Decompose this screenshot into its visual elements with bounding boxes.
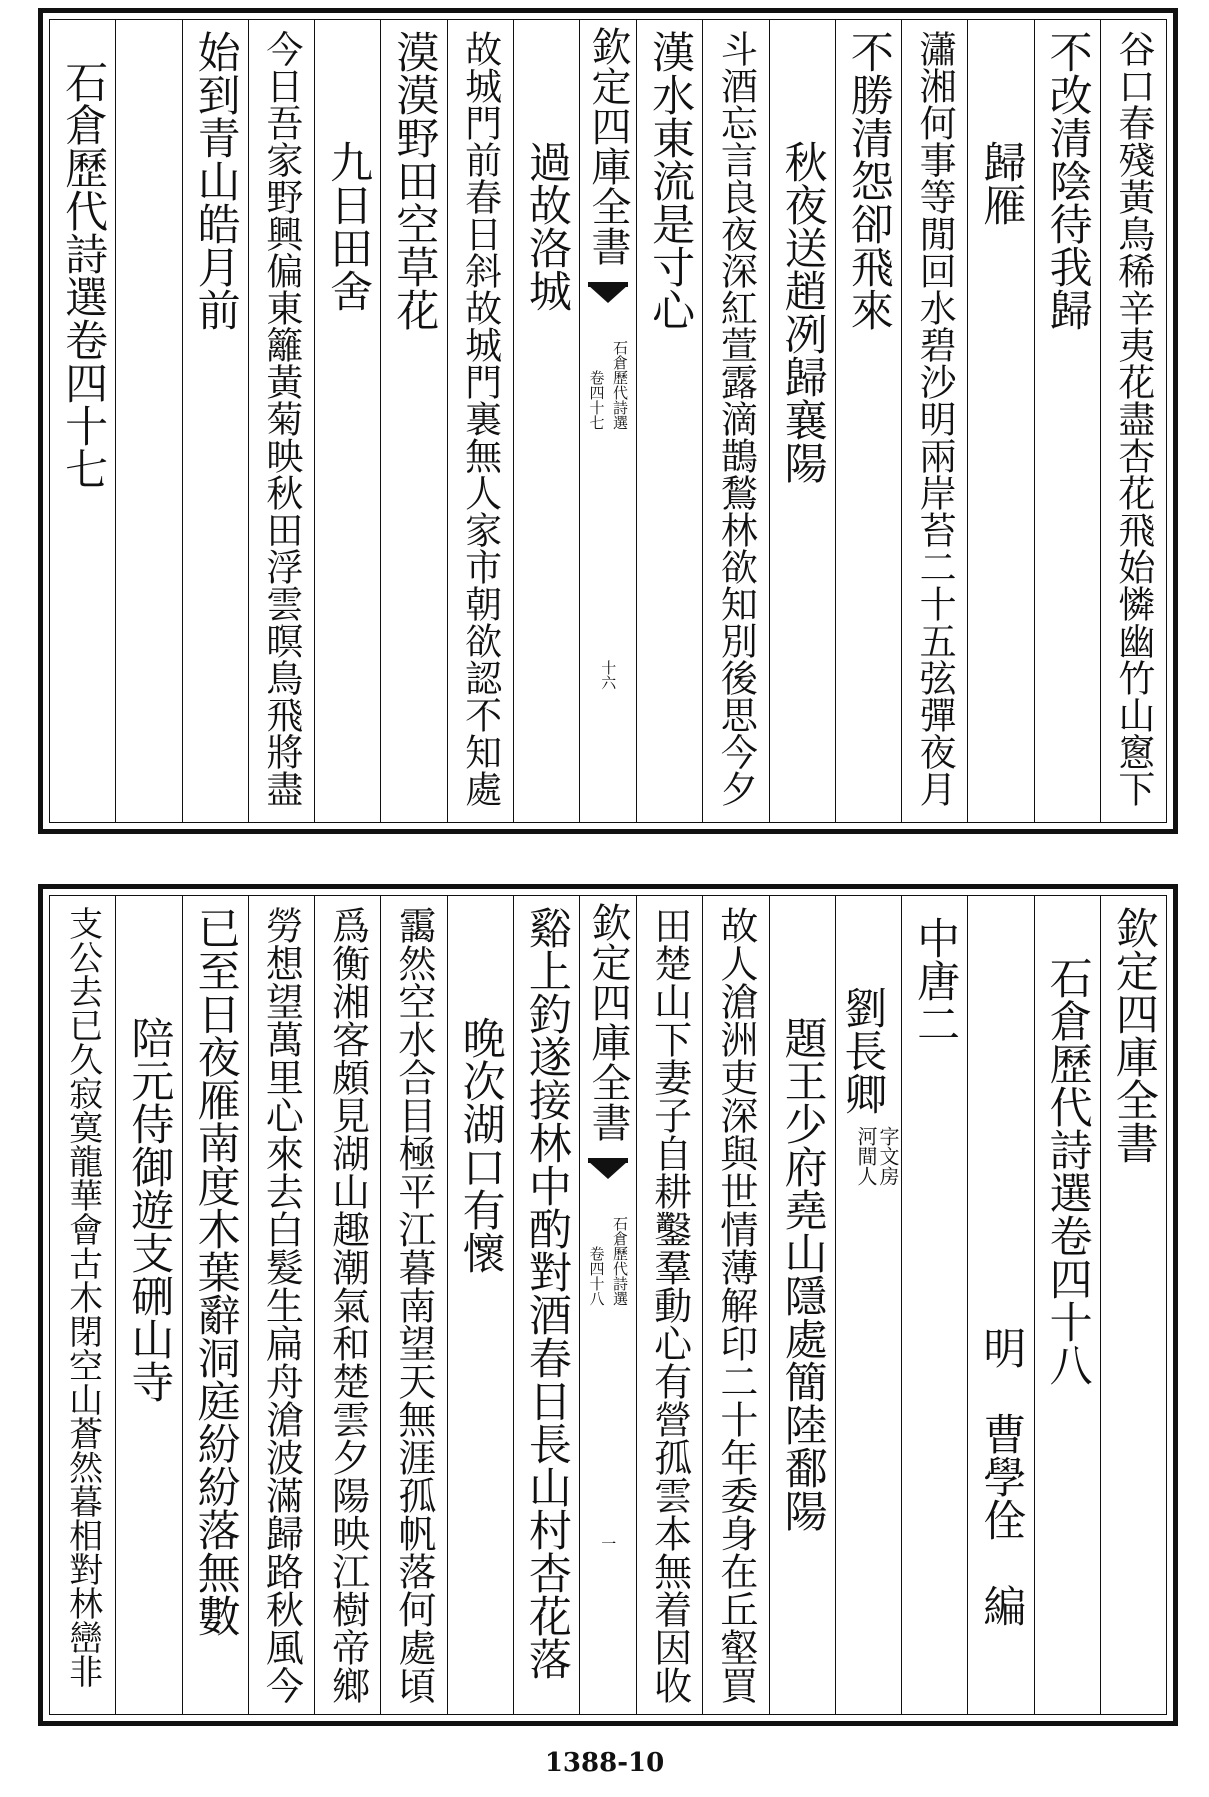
column-text: 故城門前春日斜故城門裏無人家市朝欲認不知處 (458, 30, 502, 807)
text-column (702, 20, 768, 822)
column-text: 晚次湖口有懷 (455, 1016, 506, 1274)
text-column (967, 20, 1033, 822)
center-fold (579, 896, 636, 1714)
column-text: 勞想望萬里心來去白髮生扁舟滄波滿歸路秋風今 (259, 906, 304, 1704)
text-column (248, 20, 314, 822)
text-column (967, 896, 1033, 1714)
column-text: 已至日夜雁南度木葉辭洞庭紛紛落無數 (190, 906, 241, 1637)
text-column (1034, 20, 1100, 822)
center-volume: 卷四十七 (587, 370, 606, 430)
text-column (380, 896, 446, 1714)
column-text: 始到青山皓月前 (190, 30, 241, 331)
text-column (1034, 896, 1100, 1714)
text-column (314, 20, 380, 822)
center-subtitle: 石倉歷代詩選 (611, 1216, 629, 1306)
page-number: 1388-10 (544, 1748, 665, 1778)
column-text: 劉長卿 (837, 986, 888, 1115)
text-column (248, 896, 314, 1714)
text-column (380, 20, 446, 822)
column-text: 故人滄洲吏深與世情薄解印二十年委身在丘壑買 (713, 906, 758, 1704)
column-text: 明 曹學佺 編 (976, 1326, 1027, 1627)
top-leaf (38, 8, 1178, 834)
text-column (447, 896, 513, 1714)
text-column (182, 896, 248, 1714)
fish-tail-mark (588, 282, 628, 309)
text-column (513, 20, 579, 822)
text-column (702, 896, 768, 1714)
author-note-origin: 河間人 (854, 1126, 878, 1186)
column-text: 不勝清怨卻飛來 (843, 30, 894, 331)
text-column (901, 20, 967, 822)
bottom-leaf (38, 884, 1178, 1726)
column-text: 田楚山下妻子自耕鑿羣動心有營孤雲本無着因收 (647, 906, 692, 1704)
column-text: 不改清陰待我歸 (1042, 30, 1093, 331)
center-page-number: 十六 (599, 660, 618, 690)
column-text: 秋夜送趙冽歸襄陽 (777, 140, 828, 484)
center-title: 欽定四庫全書 (585, 26, 631, 266)
text-column (835, 896, 901, 1714)
bottom-leaf-columns (50, 896, 1166, 1714)
center-subtitle: 石倉歷代詩選 (611, 340, 629, 430)
column-text: 支公去已久寂寞龍華會古木閉空山蒼然暮相對林巒非 (62, 906, 103, 1688)
center-title: 欽定四庫全書 (585, 902, 631, 1142)
text-column (50, 896, 115, 1714)
text-column (901, 896, 967, 1714)
text-column (115, 20, 181, 822)
center-page-number: 一 (599, 1536, 618, 1551)
column-text: 今日吾家野興偏東籬黃菊映秋田浮雲暝鳥飛將盡 (259, 30, 303, 807)
text-column (769, 20, 835, 822)
center-volume: 卷四十八 (587, 1246, 606, 1306)
bottom-leaf-frame (49, 895, 1167, 1715)
text-column (182, 20, 248, 822)
text-column (314, 896, 380, 1714)
column-text: 題王少府堯山隱處簡陸鄱陽 (777, 1016, 828, 1532)
column-text: 漠漠野田空草花 (389, 30, 440, 331)
column-text: 歸雁 (976, 140, 1027, 226)
column-text: 爲衡湘客頗見湖山趣潮氣和楚雲夕陽映江樹帝鄉 (325, 906, 370, 1704)
column-text: 谷口春殘黃鳥稀辛夷花盡杏花飛始憐幽竹山窻下 (1111, 30, 1155, 807)
column-text: 陪元侍御遊支硎山寺 (124, 1016, 175, 1403)
text-column (636, 896, 702, 1714)
author-note-courtesy-name: 字文房 (876, 1126, 900, 1186)
column-text: 欽定四庫全書 (1108, 906, 1159, 1164)
fish-tail-mark (588, 1158, 628, 1185)
top-leaf-frame (49, 19, 1167, 823)
column-text: 漢水東流是寸心 (645, 30, 696, 331)
column-text: 靄然空水合目極平江暮南望天無涯孤帆落何處頃 (391, 906, 436, 1704)
text-column (513, 896, 579, 1714)
column-text: 過故洛城 (521, 140, 572, 312)
text-column (1100, 20, 1166, 822)
column-text: 谿上釣遂接林中酌對酒春日長山村杏花落 (521, 906, 572, 1680)
column-text: 中唐二 (910, 916, 961, 1045)
column-text: 九日田舍 (323, 140, 374, 312)
text-column (447, 20, 513, 822)
text-column (769, 896, 835, 1714)
column-text: 瀟湘何事等閒回水碧沙明兩岸苔二十五弦彈夜月 (913, 30, 957, 807)
center-fold (579, 20, 636, 822)
column-text: 斗酒忘言良夜深紅萱露滴鵲鶖林欲知別後思今夕 (714, 30, 758, 807)
text-column (115, 896, 181, 1714)
text-column (636, 20, 702, 822)
text-column (1100, 896, 1166, 1714)
column-text: 石倉歷代詩選卷四十七 (58, 60, 109, 490)
text-column (50, 20, 115, 822)
column-text: 石倉歷代詩選卷四十八 (1042, 956, 1093, 1386)
text-column (835, 20, 901, 822)
top-leaf-columns (50, 20, 1166, 822)
